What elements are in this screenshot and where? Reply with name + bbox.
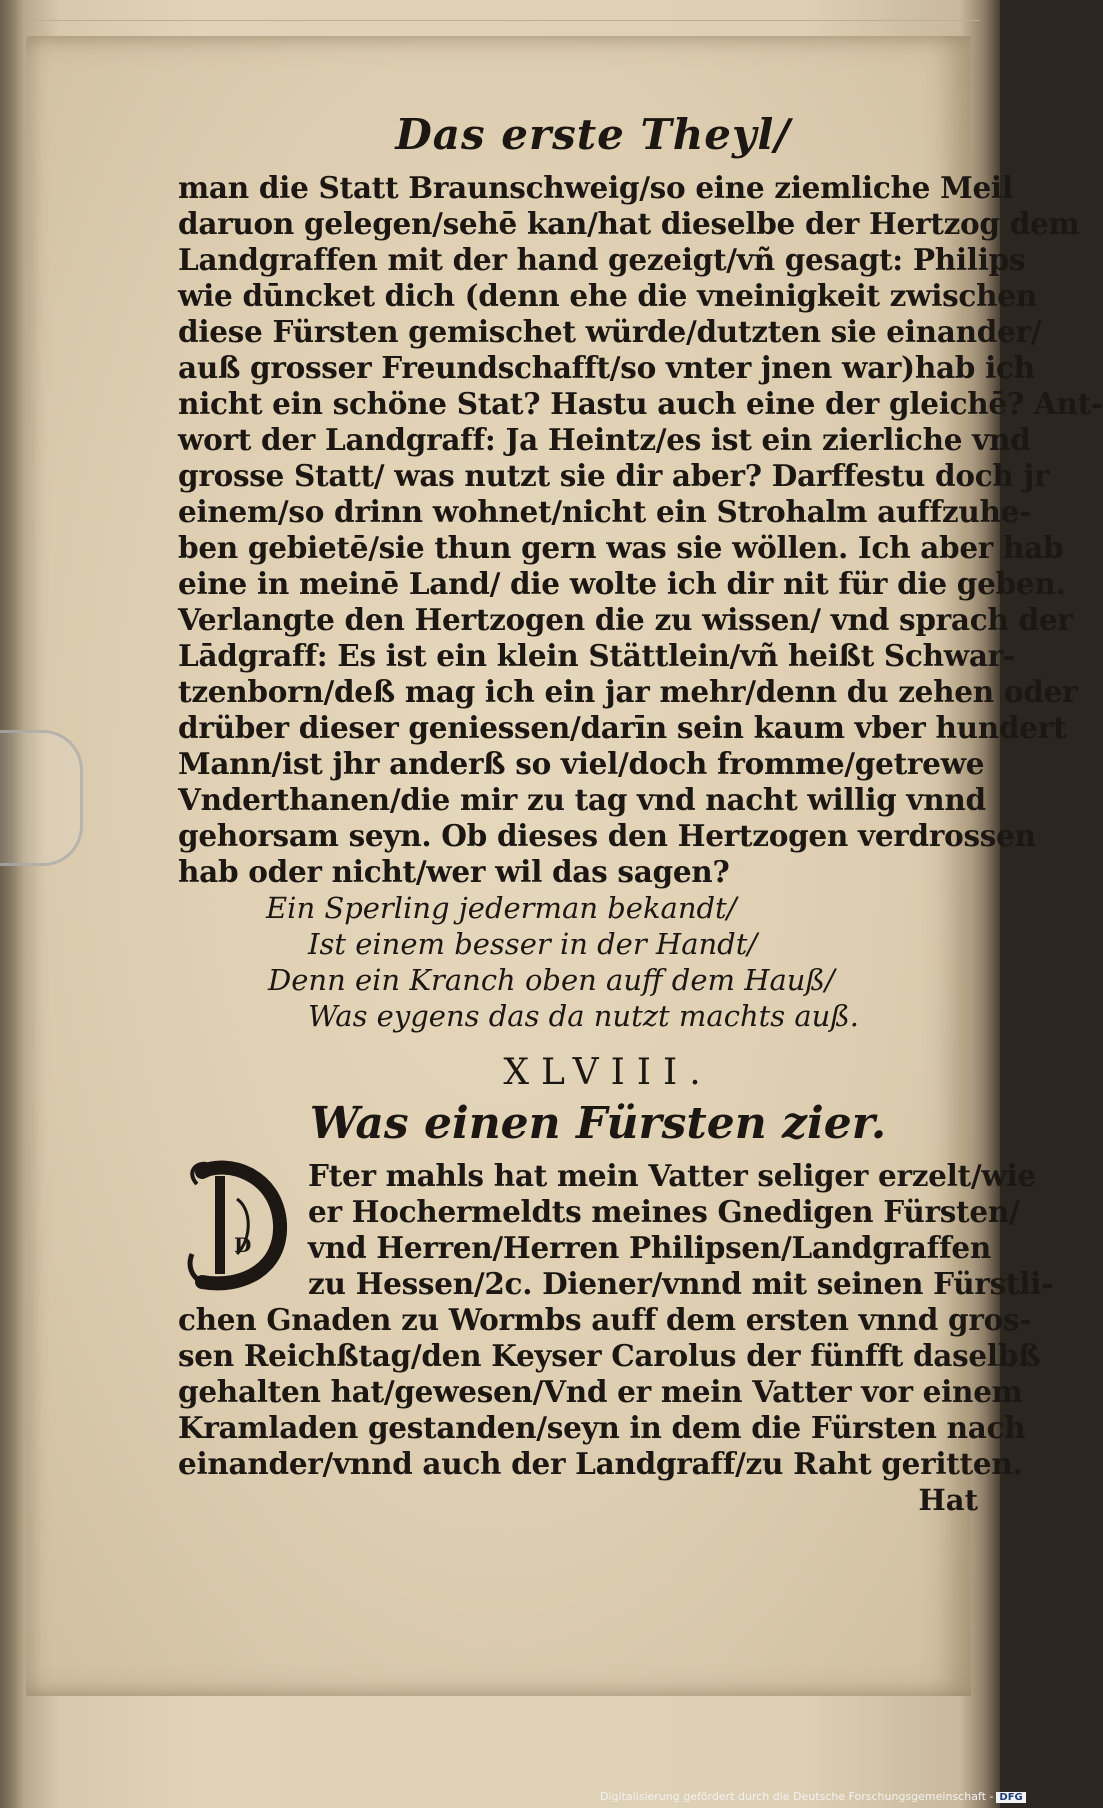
footer-text: Digitalisierung gefördert durch die Deutsche Forschungsgemeinschaft - (600, 1790, 994, 1803)
text-line: wie dūncket dich (denn ehe die vneinigkeit zwischen (178, 278, 1037, 313)
verse-line: Ist einem besser in der Handt/ (308, 927, 758, 961)
page-text-block (178, 110, 1103, 1518)
catchword: Hat (918, 1483, 978, 1517)
page-clip (0, 730, 83, 866)
text-line: wort der Landgraff: Ja Heintz/es ist ein zierliche vnd (178, 422, 1031, 457)
chapter-line: Kramladen gestanden/seyn in dem die Fürsten nach (178, 1410, 1026, 1445)
dfg-logo: DFG (996, 1792, 1025, 1803)
verse-line: Ein Sperling jederman bekandt/ (266, 891, 737, 925)
text-line: nicht ein schöne Stat? Hastu auch eine der gleichē? Ant- (178, 386, 1103, 421)
chapter-line: gehalten hat/gewesen/Vnd er mein Vatter vor einem (178, 1374, 1023, 1409)
chapter-line: er Hochermeldts meines Gnedigen Fürsten/ (308, 1194, 1020, 1229)
verse-block (178, 890, 978, 1034)
verse-line: Denn ein Kranch oben auff dem Hauß/ (268, 963, 835, 997)
text-line: Verlangte den Hertzogen die zu wissen/ vnd sprach der (178, 602, 1073, 637)
text-line: Lādgraff: Es ist ein klein Stättlein/vñ heißt Schwar- (178, 638, 1015, 673)
running-head: Das erste Theyl/ (395, 110, 791, 159)
text-line: hab oder nicht/wer wil das sagen? (178, 854, 730, 889)
text-line: einem/so drinn wohnet/nicht ein Strohalm auffzuhe- (178, 494, 1032, 529)
verse-line: Was eygens das da nutzt machts auß. (308, 999, 859, 1033)
text-line: man die Statt Braunschweig/so eine ziemliche Meil (178, 170, 1013, 205)
chapter-line: Fter mahls hat mein Vatter seliger erzelt/wie (308, 1158, 1036, 1193)
text-line: daruon gelegen/sehē kan/hat dieselbe der Hertzog dem (178, 206, 1080, 241)
chapter-line: einander/vnnd auch der Landgraff/zu Raht geritten. (178, 1446, 1023, 1481)
chapter-title: Was einen Fürsten zier. (309, 1098, 887, 1149)
chapter-line: vnd Herren/Herren Philipsen/Landgraffen (308, 1230, 992, 1265)
text-line: tzenborn/deß mag ich ein jar mehr/denn du zehen oder (178, 674, 1078, 709)
text-line: gehorsam seyn. Ob dieses den Hertzogen verdrossen (178, 818, 1036, 853)
decorated-initial-letter (182, 1154, 292, 1294)
text-line: Mann/ist jhr anderß so viel/doch fromme/getrewe (178, 746, 985, 781)
text-line: Landgraffen mit der hand gezeigt/vñ gesagt: Philips (178, 242, 1026, 277)
chapter-number: XLVIII. (503, 1052, 713, 1093)
initial-letter-glyph: D (234, 1233, 252, 1257)
chapter-line: zu Hessen/2c. Diener/vnnd mit seinen Fürstli- (308, 1266, 1054, 1301)
text-line: auß grosser Freundschafft/so vnter jnen war)hab ich (178, 350, 1035, 385)
text-line: grosse Statt/ was nutzt sie dir aber? Darffestu doch jr (178, 458, 1050, 493)
chapter-body (178, 1158, 1054, 1482)
chapter-line: sen Reichßtag/den Keyser Carolus der fünfft daselbß (178, 1338, 1041, 1373)
text-line: ben gebietē/sie thun gern was sie wöllen. Ich aber hab (178, 530, 1064, 565)
text-line: eine in meinē Land/ die wolte ich dir nit für die geben. (178, 566, 1066, 601)
chapter-line: chen Gnaden zu Wormbs auff dem ersten vnnd gros- (178, 1302, 1032, 1337)
text-line: Vnderthanen/die mir zu tag vnd nacht willig vnnd (178, 782, 986, 817)
digitization-footer (600, 1790, 1026, 1808)
text-line: drüber dieser geniessen/darīn sein kaum vber hundert (178, 710, 1067, 745)
main-text (178, 170, 1103, 890)
text-line: diese Fürsten gemischet würde/dutzten sie einander/ (178, 314, 1042, 349)
